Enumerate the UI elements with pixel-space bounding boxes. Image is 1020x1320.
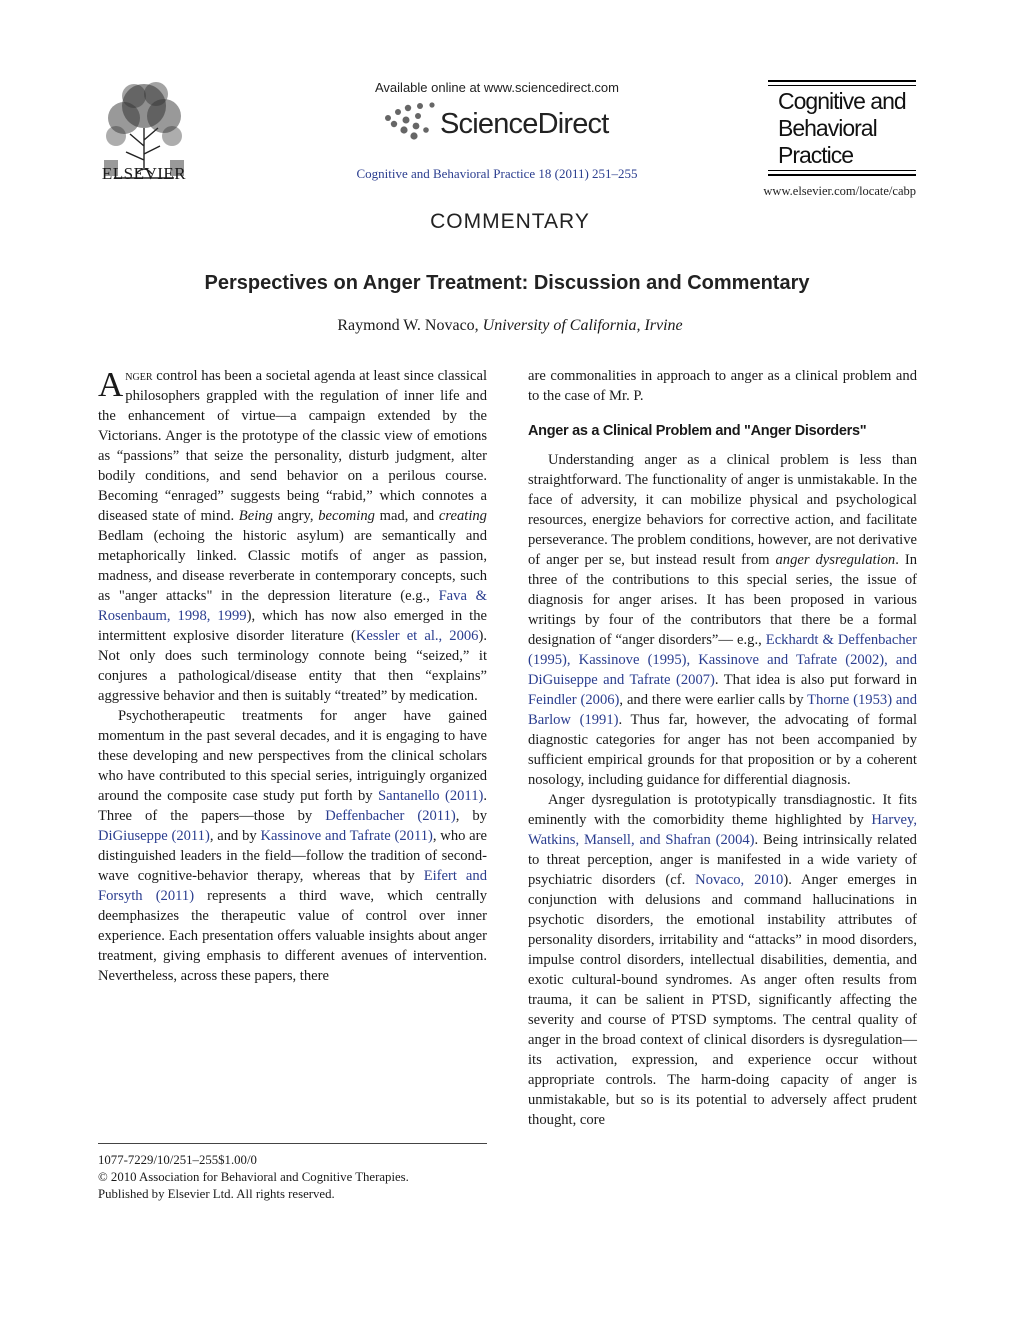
- citation-link[interactable]: Santanello (2011): [377, 788, 484, 804]
- author-line: [0, 317, 1020, 335]
- author-affiliation: University of California, Irvine: [482, 317, 683, 334]
- journal-citation[interactable]: Cognitive and Behavioral Practice 18 (2011) 251–255: [356, 166, 638, 181]
- citation-link[interactable]: Thorne (1953) and Barlow (1991): [528, 692, 917, 728]
- citation-link[interactable]: Novaco, 2010: [695, 872, 784, 888]
- paragraph: Anger dysregulation is prototypically transdiagnostic. It fits eminently with the comorbidity theme highlighted by Harvey, Watkins, Mansell, and Shafran (2004). Being intrinsically related to threat perception, anger is manifested in a wide variety of psychiatric disorders (cf. Novaco, 2010). Anger emerges in conjunction with delusions and command hallucinations in psychotic disorders, the emotional instability attributes of personality disorders, irritability and “attacks” in mood disorders, impulse control disorders, intellectual disabilities, dementia, and exotic cultural-bound syndromes. As anger often results from trauma, it can be salient in PTSD, significantly affecting the severity and course of PTSD symptoms. The central quality of anger in the broad context of clinical disorders is dysregulation—its activation, expression, and experience occur without appropriate controls. The harm-doing capacity of anger is unmistakable, but so is its potential to adversely affect prudent thought, core: [528, 792, 917, 1128]
- available-online-text: Available online at www.sciencedirect.com: [375, 80, 619, 95]
- footnote-divider: [98, 1143, 487, 1144]
- citation-link[interactable]: Deffenbacher (2011): [325, 808, 456, 824]
- publisher-name: ELSEVIER: [101, 164, 187, 183]
- copyright-footer: 1077-7229/10/251–255$1.00/0 © 2010 Association for Behavioral and Cognitive Therapies. Published by Elsevier Ltd. All rights reserved.: [98, 1153, 409, 1201]
- paragraph: Anger control has been a societal agenda at least since classical philosophers grappled with the regulation of inner life and the enhancement of virtue—a campaign extended by the Victorians. Anger is the prototype of the classic view of emotions as “passions” that seize the personality, disturb judgment, alter bodily conditions, and send behavior on a perilous course. Becoming “enraged” suggests being “rabid,” which connotes a diseased state of mind. Being angry, becoming mad, and creating Bedlam (echoing the historic asylum) are semantically and metaphorically linked. Classic motifs of anger as passion, madness, and disease reverberate in contemporary concepts, such as "anger attacks" in the depression literature (e.g., Fava & Rosenbaum, 1998, 1999), which has now also emerged in the intermittent explosive disorder literature (Kessler et al., 2006). Not only does such terminology connote being “seized,” it conjures a pathological/disease entity that then “explains” aggressive behavior and then is suitably “treated” by medication.: [98, 365, 487, 704]
- citation-link[interactable]: Kessler et al., 2006: [355, 628, 479, 644]
- left-column: [98, 366, 487, 986]
- paragraph: Understanding anger as a clinical problem is less than straightforward. The functionality of anger is unmistakable. In the face of adversity, it can mobilize physical and psychological resources, energize behaviors for corrective action, and facilitate perseverance. The problem conditions, however, are not derivative of anger per se, but instead result from anger dysregulation. In three of the contributions to this special series, the issue of diagnosis for anger arises. It has been proposed in various writings by four of the contributors that there be a formal designation of “anger disorders”— e.g., Eckhardt & Deffenbacher (1995), Kassinove (1995), Kassinove and Tafrate (2002), and DiGuiseppe and Tafrate (2007). That idea is also put forward in Feindler (2006), and there were earlier calls by Thorne (1953) and Barlow (1991). Thus far, however, the advocating of formal diagnostic categories for anger has not been accompanied by sufficient empirical grounds for that proposition or by a coherent nosology, including guidance for differential diagnosis.: [528, 452, 918, 788]
- citation-link[interactable]: Eifert and Forsyth (2011): [98, 868, 487, 904]
- citation-link[interactable]: Eckhardt & Deffenbacher (1995), Kassinove (1995), Kassinove and Tafrate (2002), and DiGuiseppe and Tafrate (2007): [528, 632, 917, 688]
- right-column: [528, 366, 917, 1130]
- citation-link[interactable]: Harvey, Watkins, Mansell, and Shafran (2004): [528, 812, 917, 848]
- section-heading: Anger as a Clinical Problem and "Anger Disorders": [528, 423, 867, 439]
- citation-link[interactable]: Feindler (2006): [528, 692, 620, 708]
- section-label: COMMENTARY: [430, 210, 590, 233]
- author-name: Raymond W. Novaco,: [337, 317, 479, 334]
- journal-title: Cognitive and Behavioral Practice: [778, 88, 906, 168]
- journal-url[interactable]: www.elsevier.com/locate/cabp: [763, 184, 916, 198]
- paragraph: Psychotherapeutic treatments for anger have gained momentum in the past several decades, and it is engaging to have these developing and new perspectives from the clinical scholars who have contributed to this special series, intriguingly organized around the composite case study put forth by Santanello (2011). Three of the papers—those by Deffenbacher (2011), by DiGiuseppe (2011), and by Kassinove and Tafrate (2011), who are distinguished leaders in the field—follow the tradition of second-wave cognitive-behavior therapy, whereas that by Eifert and Forsyth (2011) represents a third wave, which centrally deemphasizes the therapeutic value of control over inner experience. Each presentation offers valuable insights about anger treatment, giving emphasis to different avenues of intervention. Nevertheless, across these papers, there: [98, 708, 488, 984]
- paragraph: are commonalities in approach to anger as a clinical problem and to the case of Mr. P.: [528, 368, 917, 404]
- citation-link[interactable]: Kassinove and Tafrate (2011): [260, 828, 433, 844]
- article-title: Perspectives on Anger Treatment: Discussion and Commentary: [204, 272, 810, 294]
- citation-link[interactable]: Fava & Rosenbaum, 1998, 1999: [98, 588, 487, 624]
- drop-cap: A: [98, 365, 124, 404]
- journal-logo: [768, 80, 916, 176]
- sciencedirect-wordmark: ScienceDirect: [440, 108, 609, 140]
- citation-link[interactable]: DiGiuseppe (2011): [98, 828, 210, 844]
